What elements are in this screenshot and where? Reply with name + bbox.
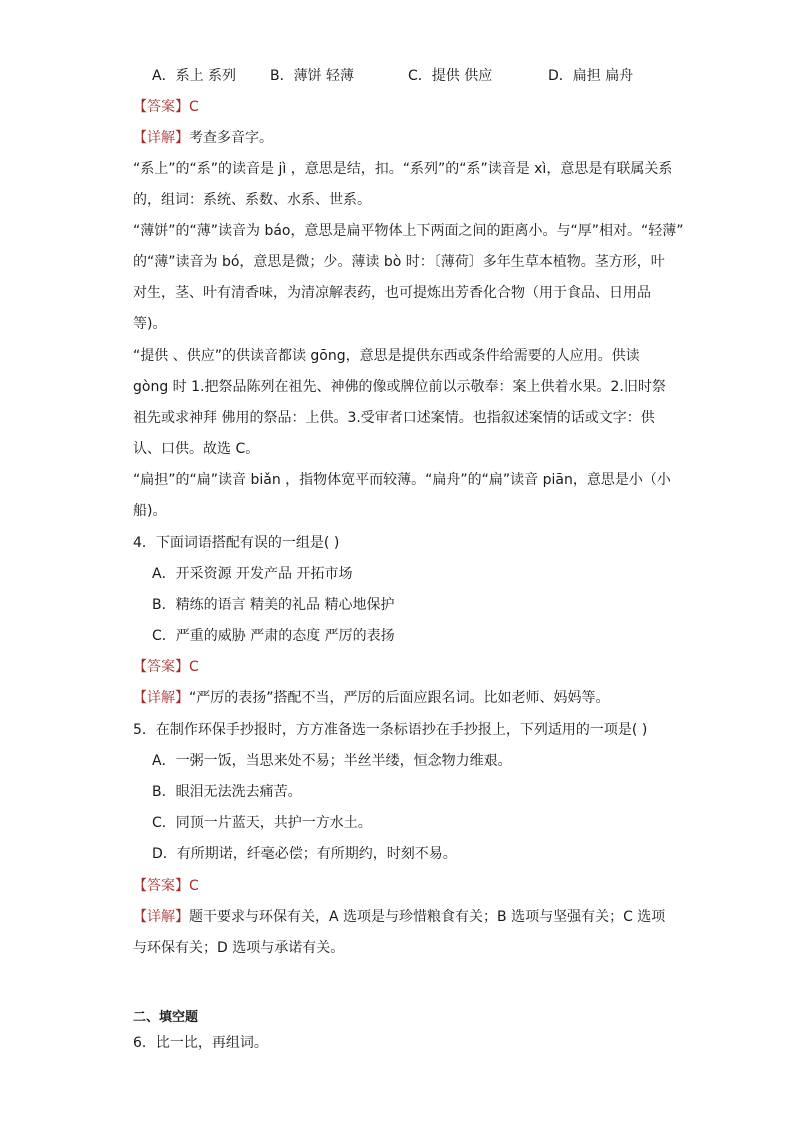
q3-option-a: A．系上 系列 [152,68,237,84]
answer-tag: 【答案】 [133,878,189,894]
answer-value: C [189,99,199,115]
q3-detail-line-11: 认、口供。故选 C。 [133,441,260,457]
q3-option-c: C．提供 供应 [408,68,493,84]
detail-tag: 【详解】 [133,690,189,706]
q3-detail-line-9: gòng 时 1.把祭品陈列在祖先、神佛的像或牌位前以示敬奉：案上供着水果。2.旧时祭 [133,379,666,395]
q5-stem: 5．在制作环保手抄报时，方方准备选一条标语抄在手抄报上，下列适用的一项是( ) [133,722,648,738]
q3-detail-line-10: 祖先或求神拜 佛用的祭品：上供。3.受审者口述案情。也指叙述案情的话或文字：供 [133,410,655,426]
q3-option-b: B．薄饼 轻薄 [270,68,355,84]
q3-detail-line-13: 船)。 [133,503,167,519]
detail-tag: 【详解】 [133,130,189,146]
q4-answer [133,657,199,677]
q4-option-c: C．严重的威胁 严肃的态度 严厉的表扬 [152,628,395,644]
q4-option-a: A．开采资源 开发产品 开拓市场 [152,566,353,582]
q3-answer [133,97,199,117]
q3-options-row [152,66,712,86]
q4-option-b: B．精练的语言 精美的礼品 精心地保护 [152,597,395,613]
q4-stem: 4．下面词语搭配有误的一组是( ) [133,535,340,551]
q5-option-c: C．同顶一片蓝天，共护一方水土。 [152,815,372,831]
answer-value: C [189,659,199,675]
q3-detail-line-5: 的“薄”读音为 bó，意思是微；少。薄读 bò 时：〔薄荷〕多年生草本植物。茎方形，叶 [133,254,665,270]
detail-text: 题干要求与环保有关，A 选项是与珍惜粮食有关；B 选项与坚强有关；C 选项 [189,909,666,925]
q3-detail-line-1 [133,128,273,148]
answer-tag: 【答案】 [133,99,189,115]
answer-tag: 【答案】 [133,659,189,675]
q5-answer [133,876,199,896]
detail-tag: 【详解】 [133,909,189,925]
q3-detail-line-3: 的，组词：系统、系数、水系、世系。 [133,192,371,208]
q6-stem: 6．比一比，再组词。 [133,1035,268,1051]
detail-text: 考查多音字。 [189,130,273,146]
q5-option-d: D．有所期诺，纤毫必偿；有所期约，时刻不易。 [152,846,457,862]
q3-option-d: D．扁担 扁舟 [548,68,634,84]
q4-detail [133,688,610,708]
section-title: 二、填空题 [133,1010,199,1025]
q3-detail-line-12: “扁担”的“扁”读音 biǎn ，指物体宽平而较薄。“扁舟”的“扁”读音 piān，意思是小（小 [133,472,671,488]
q5-option-a: A．一粥一饭，当思来处不易；半丝半缕，恒念物力维艰。 [152,753,512,769]
answer-value: C [189,878,199,894]
detail-text: “严厉的表扬”搭配不当，严厉的后面应跟名词。比如老师、妈妈等。 [189,690,610,706]
q5-option-b: B．眼泪无法洗去痛苦。 [152,784,302,800]
q3-detail-line-4: “薄饼”的“薄”读音为 báo，意思是扁平物体上下两面之间的距离小。与“厚”相对。“轻薄” [133,223,684,239]
q5-detail-line-2: 与环保有关；D 选项与承诺有关。 [133,940,345,956]
q3-detail-line-2: “系上”的“系”的读音是 jì ，意思是结，扣。“系列”的“系”读音是 xì，意思是有联属关系 [133,161,673,177]
q3-detail-line-7: 等)。 [133,316,167,332]
q5-detail-line-1 [133,907,665,927]
q3-detail-line-8: “提供 、供应”的供读音都读 gōng，意思是提供东西或条件给需要的人应用。供读 [133,348,640,364]
q3-detail-line-6: 对生，茎、叶有清香味，为清凉解表药，也可提炼出芳香化合物（用于食品、日用品 [133,285,651,301]
